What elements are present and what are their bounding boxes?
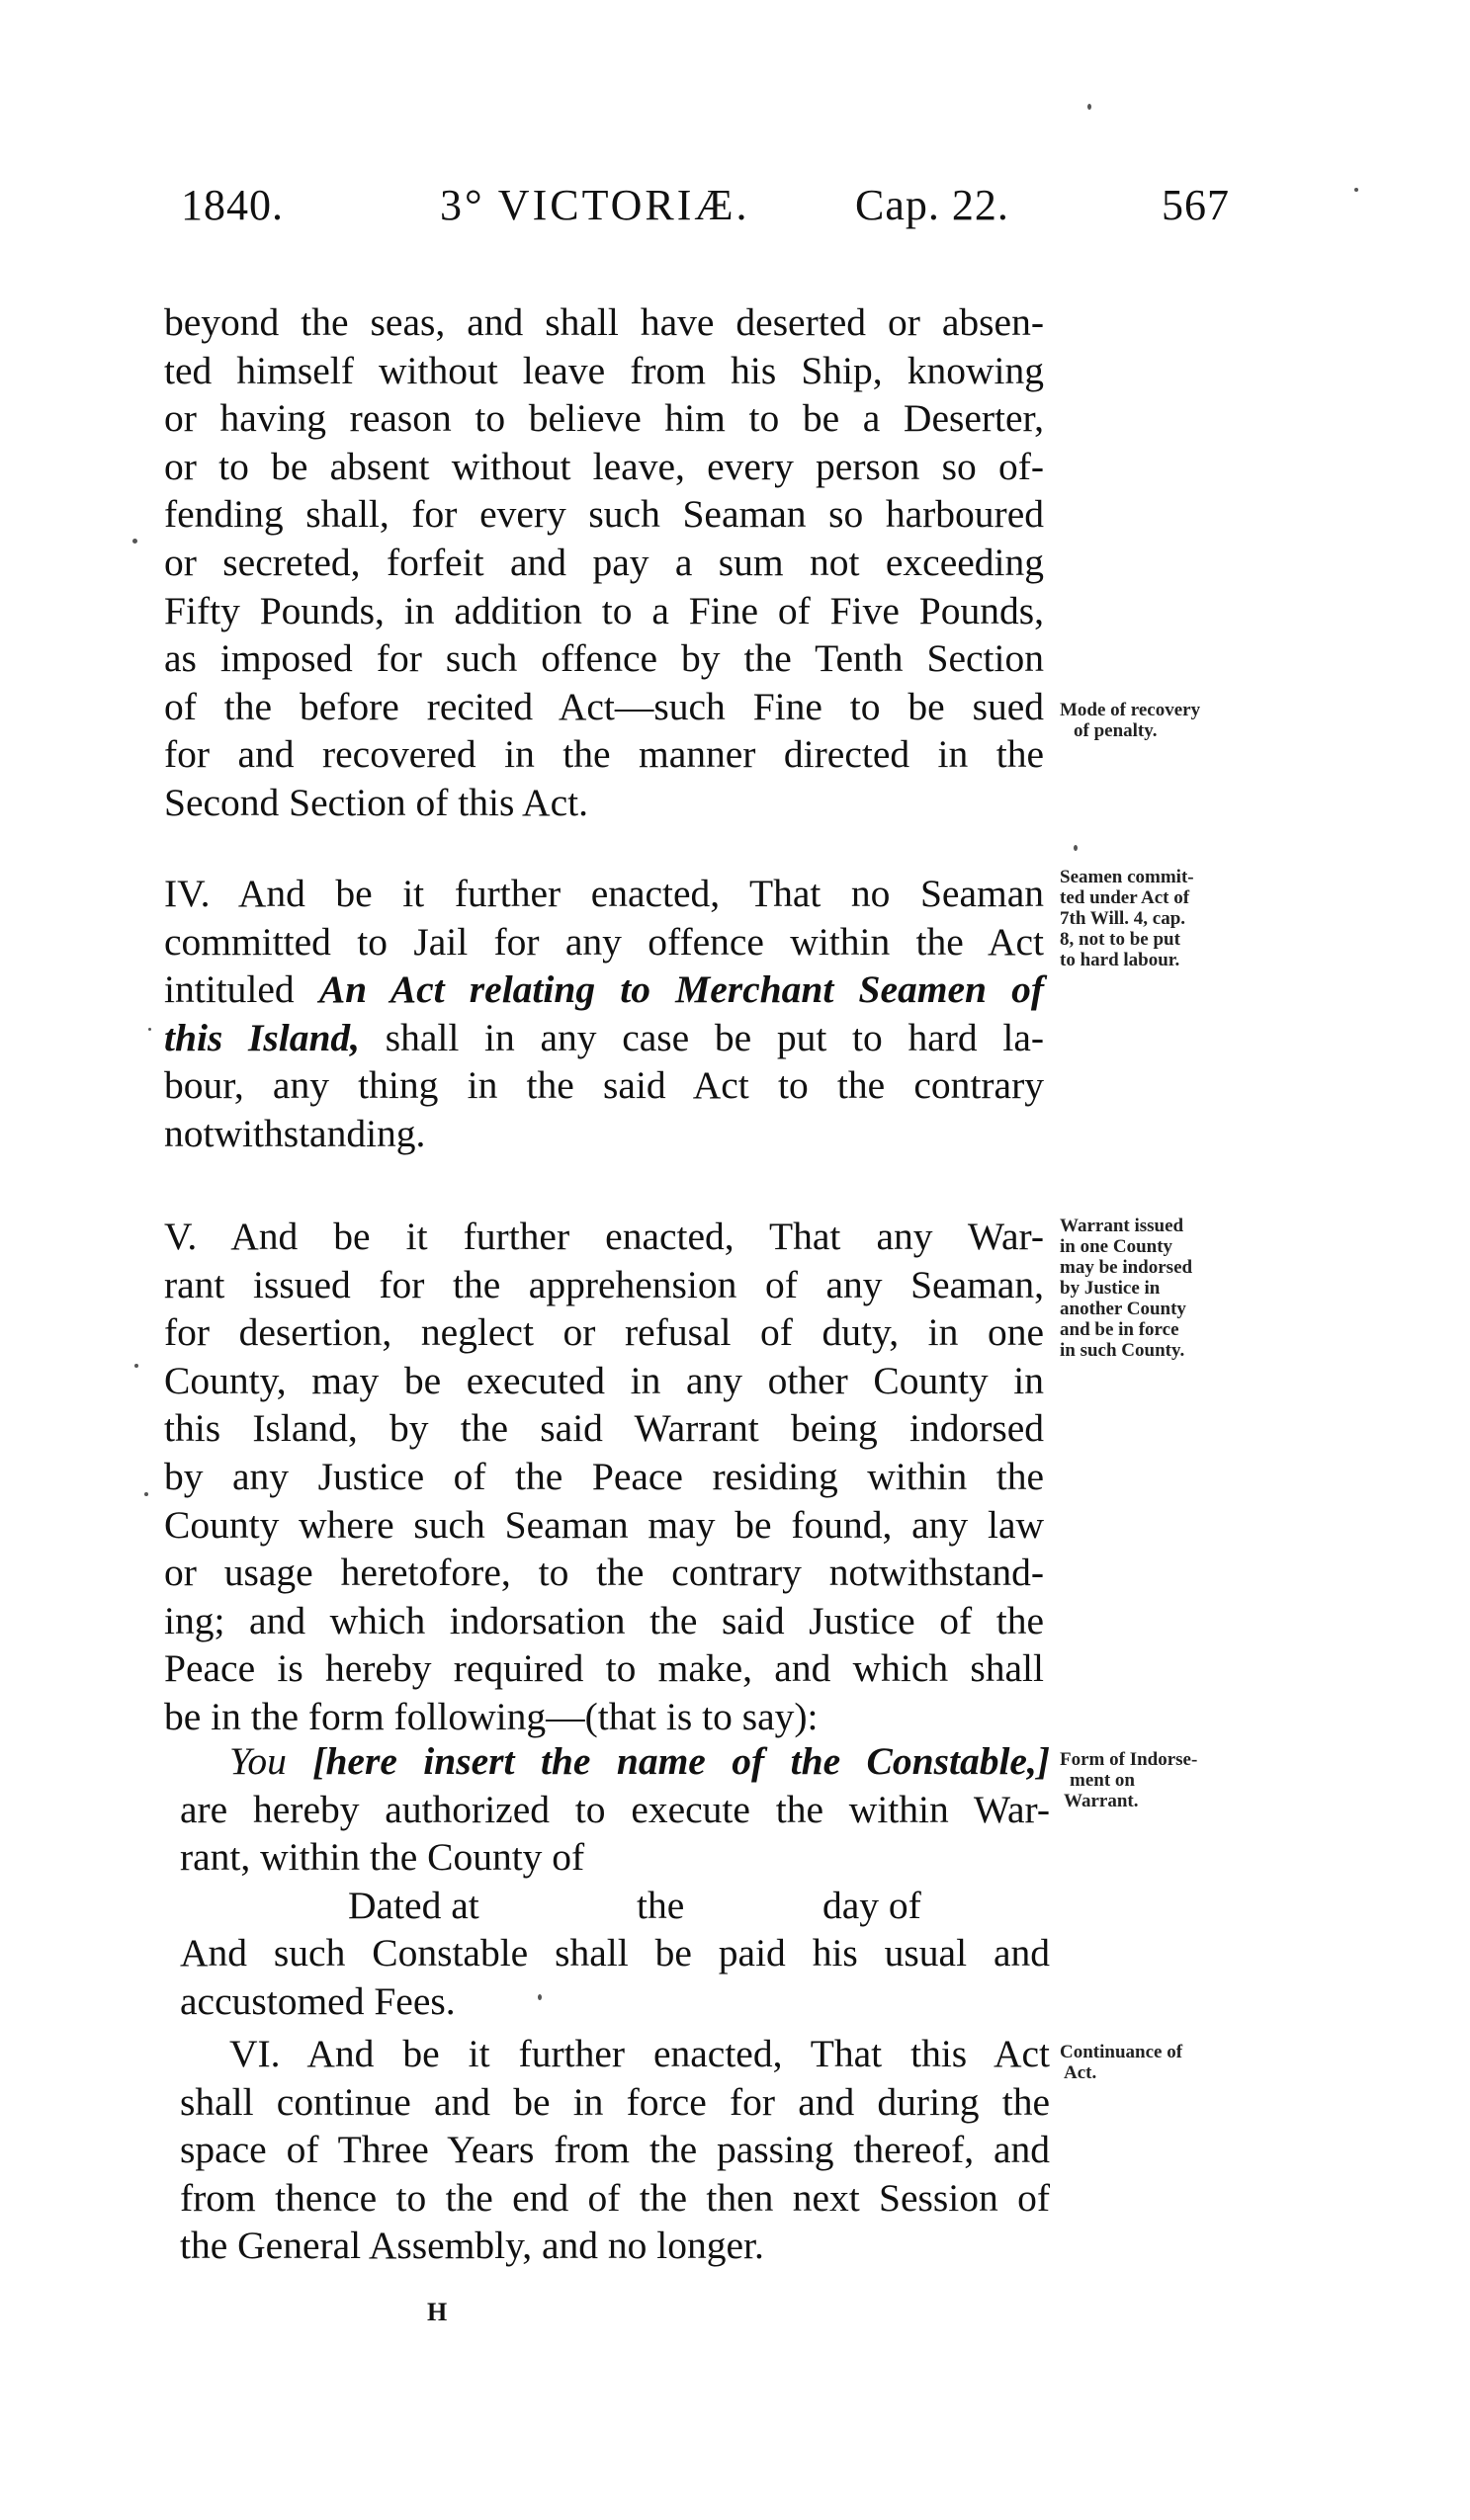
scan-speck — [148, 1028, 151, 1031]
text-run: shall in any case be put to hard la- — [360, 1015, 1045, 1059]
signature-mark: H — [427, 2298, 448, 2326]
note-line: of penalty. — [1074, 720, 1158, 741]
text-line: the General Assembly, and no longer. — [180, 2224, 764, 2268]
text-line: or usage heretofore, to the contrary notwithstand- — [164, 1551, 1044, 1595]
running-header — [0, 180, 1470, 239]
text-line: IV. And be it further enacted, That no Seaman — [164, 872, 1044, 915]
text-line — [164, 966, 1044, 1014]
text-line: committed to Jail for any offence within the Act — [164, 919, 1044, 964]
text-line — [180, 1737, 1050, 1786]
text-line: ted himself without leave from his Ship, knowing — [164, 348, 1044, 392]
scan-speck — [132, 539, 137, 544]
form-insert-italic: [here insert the name of the Constable,] — [312, 1739, 1050, 1783]
scan-speck — [1087, 104, 1091, 110]
text-line: shall continue and be in force for and during the — [180, 2079, 1050, 2124]
indorsement-form — [180, 1737, 1050, 2026]
text-line: rant, within the County of — [180, 1835, 585, 1880]
text-line: or to be absent without leave, every person so of- — [164, 444, 1044, 488]
scan-speck — [538, 1994, 542, 2000]
text-line: County where such Seaman may be found, any law — [164, 1502, 1044, 1547]
marginal-note-form — [1060, 1749, 1277, 1811]
text-line — [164, 1014, 1044, 1062]
text-line: for and recovered in the manner directed in the — [164, 732, 1044, 777]
header-year: 1840. — [181, 181, 284, 229]
note-line: Continuance of — [1060, 2042, 1183, 2062]
note-line: Warrant issued — [1060, 1216, 1184, 1236]
page-number: 567 — [1162, 181, 1230, 229]
dated-day-of: day of — [822, 1883, 921, 1927]
note-line: in one County — [1060, 1236, 1173, 1257]
text-line: or having reason to believe him to be a Deserter, — [164, 396, 1044, 441]
text-line: Fifty Pounds, in addition to a Fine of Five Pounds, — [164, 588, 1044, 632]
form-you: You — [229, 1739, 313, 1783]
text-run: intituled — [164, 967, 319, 1012]
note-line: to hard labour. — [1060, 950, 1180, 970]
text-line: And such Constable shall be paid his usual and — [180, 1931, 1050, 1975]
text-line: rant issued for the apprehension of any Seaman, — [164, 1262, 1044, 1306]
note-line: 7th Will. 4, cap. — [1060, 908, 1186, 929]
note-line: and be in force — [1060, 1319, 1179, 1340]
text-line: as imposed for such offence by the Tenth Section — [164, 636, 1044, 681]
text-line: accustomed Fees. — [180, 1978, 456, 2023]
text-line: V. And be it further enacted, That any War- — [164, 1215, 1044, 1258]
section-5 — [164, 1213, 1044, 1741]
note-line: may be indorsed — [1060, 1257, 1193, 1278]
section-6 — [180, 2030, 1050, 2270]
text-line: notwithstanding. — [164, 1111, 426, 1155]
text-line: from thence to the end of the then next Session of — [180, 2175, 1050, 2220]
text-line: Second Section of this Act. — [164, 780, 588, 824]
note-line: Act. — [1064, 2062, 1097, 2083]
marginal-note-warrant — [1060, 1216, 1277, 1361]
text-line: Peace is hereby required to make, and which shall — [164, 1646, 1044, 1691]
note-line: ted under Act of — [1060, 887, 1190, 908]
marginal-note-seamen — [1060, 867, 1277, 970]
act-title-italic: An Act relating to Merchant Seamen of — [318, 967, 1044, 1012]
marginal-note-continuance — [1060, 2042, 1277, 2083]
scan-speck — [134, 1364, 138, 1368]
note-line: another County — [1060, 1299, 1186, 1319]
dated-line — [180, 1882, 1050, 1930]
note-line: ment on — [1070, 1770, 1135, 1791]
text-line: fending shall, for every such Seaman so harboured — [164, 492, 1044, 537]
scan-speck — [144, 1492, 148, 1496]
scan-speck — [1074, 845, 1078, 851]
note-line: 8, not to be put — [1060, 929, 1180, 950]
note-line: by Justice in — [1060, 1278, 1161, 1299]
text-line: VI. And be it further enacted, That this Act — [229, 2032, 1050, 2075]
text-line: by any Justice of the Peace residing within the — [164, 1454, 1044, 1498]
text-line: bour, any thing in the said Act to the contrary — [164, 1063, 1044, 1108]
act-title-italic: this Island, — [164, 1015, 361, 1059]
dated-at: Dated at — [348, 1883, 479, 1927]
text-line: beyond the seas, and shall have deserted or absen- — [164, 300, 1044, 344]
text-line: space of Three Years from the passing thereof, and — [180, 2128, 1050, 2172]
dated-the: the — [637, 1883, 685, 1927]
note-line: Seamen commit- — [1060, 867, 1194, 887]
note-line: Mode of recovery — [1060, 700, 1201, 720]
note-line: in such County. — [1060, 1340, 1185, 1361]
marginal-note-recovery — [1060, 700, 1277, 741]
text-line: of the before recited Act—such Fine to be sued — [164, 684, 1044, 728]
note-line: Warrant. — [1064, 1791, 1139, 1811]
text-line: ing; and which indorsation the said Justice of the — [164, 1598, 1044, 1642]
note-line: Form of Indorse- — [1060, 1749, 1198, 1770]
header-title: 3° VICTORIÆ. — [440, 181, 750, 229]
continuation-paragraph — [164, 298, 1044, 827]
text-line: are hereby authorized to execute the within War- — [180, 1787, 1050, 1831]
section-4 — [164, 870, 1044, 1158]
scan-speck — [1354, 188, 1358, 192]
text-line: for desertion, neglect or refusal of duty, in one — [164, 1310, 1044, 1355]
text-line: County, may be executed in any other County in — [164, 1358, 1044, 1402]
text-line: or secreted, forfeit and pay a sum not exceeding — [164, 540, 1044, 584]
header-chapter: Cap. 22. — [855, 181, 1009, 229]
text-line: this Island, by the said Warrant being indorsed — [164, 1406, 1044, 1451]
text-line: be in the form following—(that is to say): — [164, 1694, 819, 1738]
